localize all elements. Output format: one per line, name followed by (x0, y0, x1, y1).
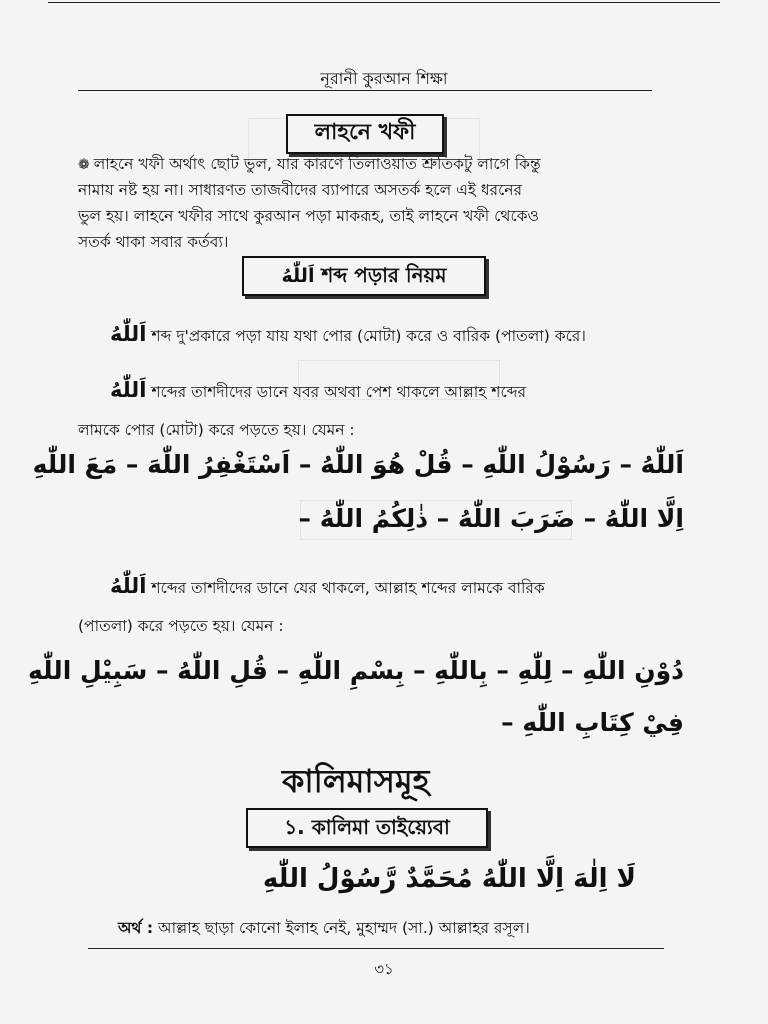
rule2-line2: (পাতলা) করে পড়তে হয়। যেমন : (78, 617, 284, 635)
rule1-line2: লামকে পোর (মোটা) করে পড়তে হয়। যেমন : (78, 421, 355, 439)
arabic-examples-row: دُوْنِ اللّٰهِ – لِلّٰهِ – بِاللّٰهِ – بِسْمِ اللّٰهِ – قُلِ اللّٰهُ – سَبِيْلِ اللّٰهِ (27, 656, 684, 685)
footer-rule (88, 948, 664, 949)
rule1-line1: اَللّٰهُ শব্দের তাশদীদের ডানে যবর অথবা পেশ থাকলে আল্লাহ শব্দের (110, 378, 527, 402)
rule2-line1: اَللّٰهُ শব্দের তাশদীদের ডানে যের থাকলে, আল্লাহ শব্দের লামকে বারিক (110, 574, 545, 598)
arabic-examples-row: اِلَّا اللّٰهُ – ضَرَبَ اللّٰهُ – ذٰلِكُمُ اللّٰهُ – (298, 504, 684, 533)
meaning-label: অর্থ : (118, 919, 154, 937)
title-text: শব্দ পড়ার নিয়ম (321, 263, 447, 287)
paragraph-line: নামায নষ্ট হয় না। সাধারণত তাজবীদের ব্যাপারে অসতর্ক হলে এই ধরনের (78, 181, 523, 199)
kalima-tayyiba-title: ১. কালিমা তাইয়্যেবা (246, 808, 488, 848)
paragraph-line: ভুল হয়। লাহনে খফীর সাথে কুরআন পড়া মাকরূহ, তাই লাহনে খফী থেকেও (78, 207, 539, 225)
section-title-lahne-khafi: লাহনে খফী (286, 114, 444, 154)
running-header: নূরানী কুরআন শিক্ষা (320, 69, 448, 88)
arabic-examples-row: فِيْ كِتَابِ اللّٰهِ – (501, 708, 684, 737)
intro-line (110, 322, 586, 350)
kalima-arabic-text: لَا اِلٰهَ اِلَّا اللّٰهُ مُحَمَّدٌ رَّسُوْلُ اللّٰهِ (262, 864, 636, 894)
top-edge-rule (48, 2, 720, 3)
rule1-arabic-word: اَللّٰهُ (110, 378, 147, 402)
title-arabic-word: اَللّٰهُ (281, 265, 315, 287)
paragraph-line: সতর্ক থাকা সবার কর্তব্য। (78, 233, 229, 251)
paragraph-line: ❁ লাহনে খফী অর্থাৎ ছোট ভুল, যার কারণে তিলাওয়াত শ্রুতিকটু লাগে কিন্তু (78, 155, 541, 173)
kalimas-heading: কালিমাসমূহ (282, 762, 430, 800)
intro-arabic-word: اَللّٰهُ (110, 322, 147, 346)
arabic-examples-row: اَللّٰهُ – رَسُوْلُ اللّٰهِ – قُلْ هُوَ اللّٰهُ – اَسْتَغْفِرُ اللّٰهَ – مَعَ اللّٰهِ (32, 450, 684, 479)
meaning-text: আল্লাহ ছাড়া কোনো ইলাহ নেই, মুহাম্মদ (সা.) আল্লাহর রসূল। (158, 919, 530, 937)
rule2-arabic-word: اَللّٰهُ (110, 574, 147, 598)
kalima-meaning (118, 916, 530, 942)
page-number: ৩১ (374, 960, 394, 978)
intro-text: শব্দ দু'প্রকারে পড়া যায় যথা পোর (মোটা) করে ও বারিক (পাতলা) করে। (151, 327, 586, 345)
section-title-allah-word-rule (242, 256, 486, 296)
star-bullet-icon: ❁ (78, 157, 90, 173)
header-rule (78, 90, 652, 91)
